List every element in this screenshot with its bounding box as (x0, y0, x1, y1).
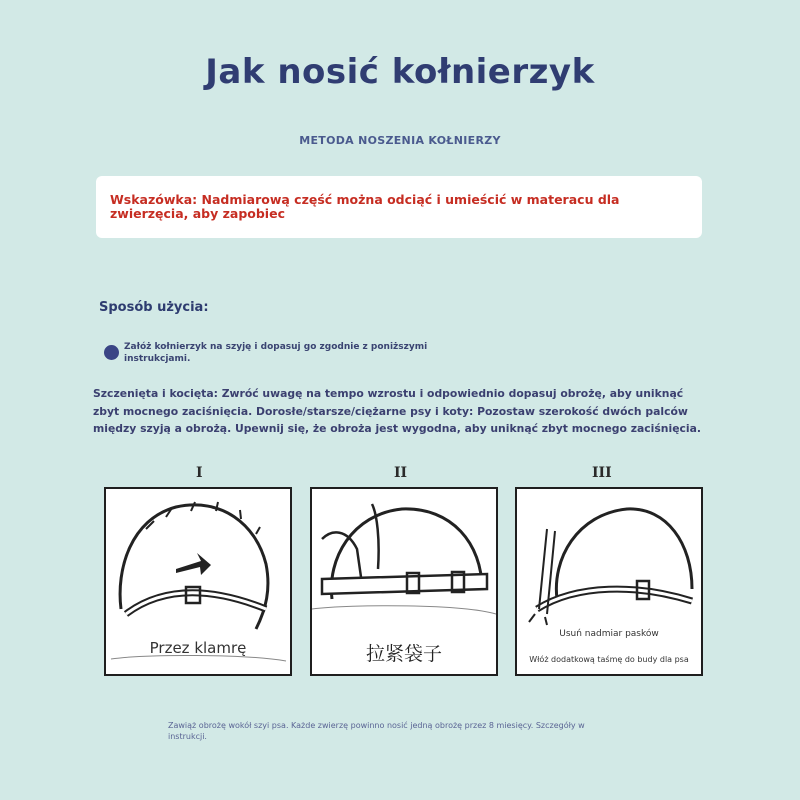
instructions-paragraph: Szczenięta i kocięta: Zwróć uwagę na tempo wzrostu i odpowiednio dopasuj obrożę, aby uniknąć zbyt mocnego zaciśnięcia. Dorosłe/starsze/ciężarne psy i koty: Pozostaw szerokość dwóch palców między szyją a obrożą. Upewnij się, że obroża jest wygodna, aby uniknąć zbyt mocnego zaciśnięcia. (93, 387, 702, 435)
page-subtitle: METODA NOSZENIA KOŁNIERZY (299, 134, 501, 147)
step-1-label: I (196, 465, 203, 481)
tip-card (96, 176, 702, 238)
step-3-caption: Usuń nadmiar pasków (559, 629, 659, 639)
footer-note: Zawiąż obrożę wokół szyi psa. Każde zwierzę powinno nosić jedną obrożę przez 8 miesięcy. Szczegóły w instrukcji. (168, 721, 585, 741)
step-3-illustration (515, 487, 703, 676)
step-1-illustration (104, 487, 292, 676)
bullet-text: Załóż kołnierzyk na szyję i dopasuj go zgodnie z poniższymi instrukcjami. (124, 342, 428, 364)
step-3-caption-2: Włóż dodatkową taśmę do budy dla psa (529, 655, 689, 664)
bullet-dot-icon (104, 345, 119, 360)
step-1-caption: Przez klamrę (149, 639, 247, 657)
tip-text: Wskazówka: Nadmiarową część można odciąć i umieścić w materacu dla zwierzęcia, aby zapobiec (110, 192, 620, 221)
step-2-illustration (310, 487, 498, 676)
step-2-caption: 拉紧袋子 (365, 643, 442, 665)
usage-heading: Sposób użycia: (99, 300, 209, 315)
step-3-label: III (592, 465, 612, 481)
scissors-cut-strap-icon (517, 489, 701, 674)
step-2-label: II (394, 465, 408, 481)
page-title: Jak nosić kołnierzyk (205, 52, 595, 92)
